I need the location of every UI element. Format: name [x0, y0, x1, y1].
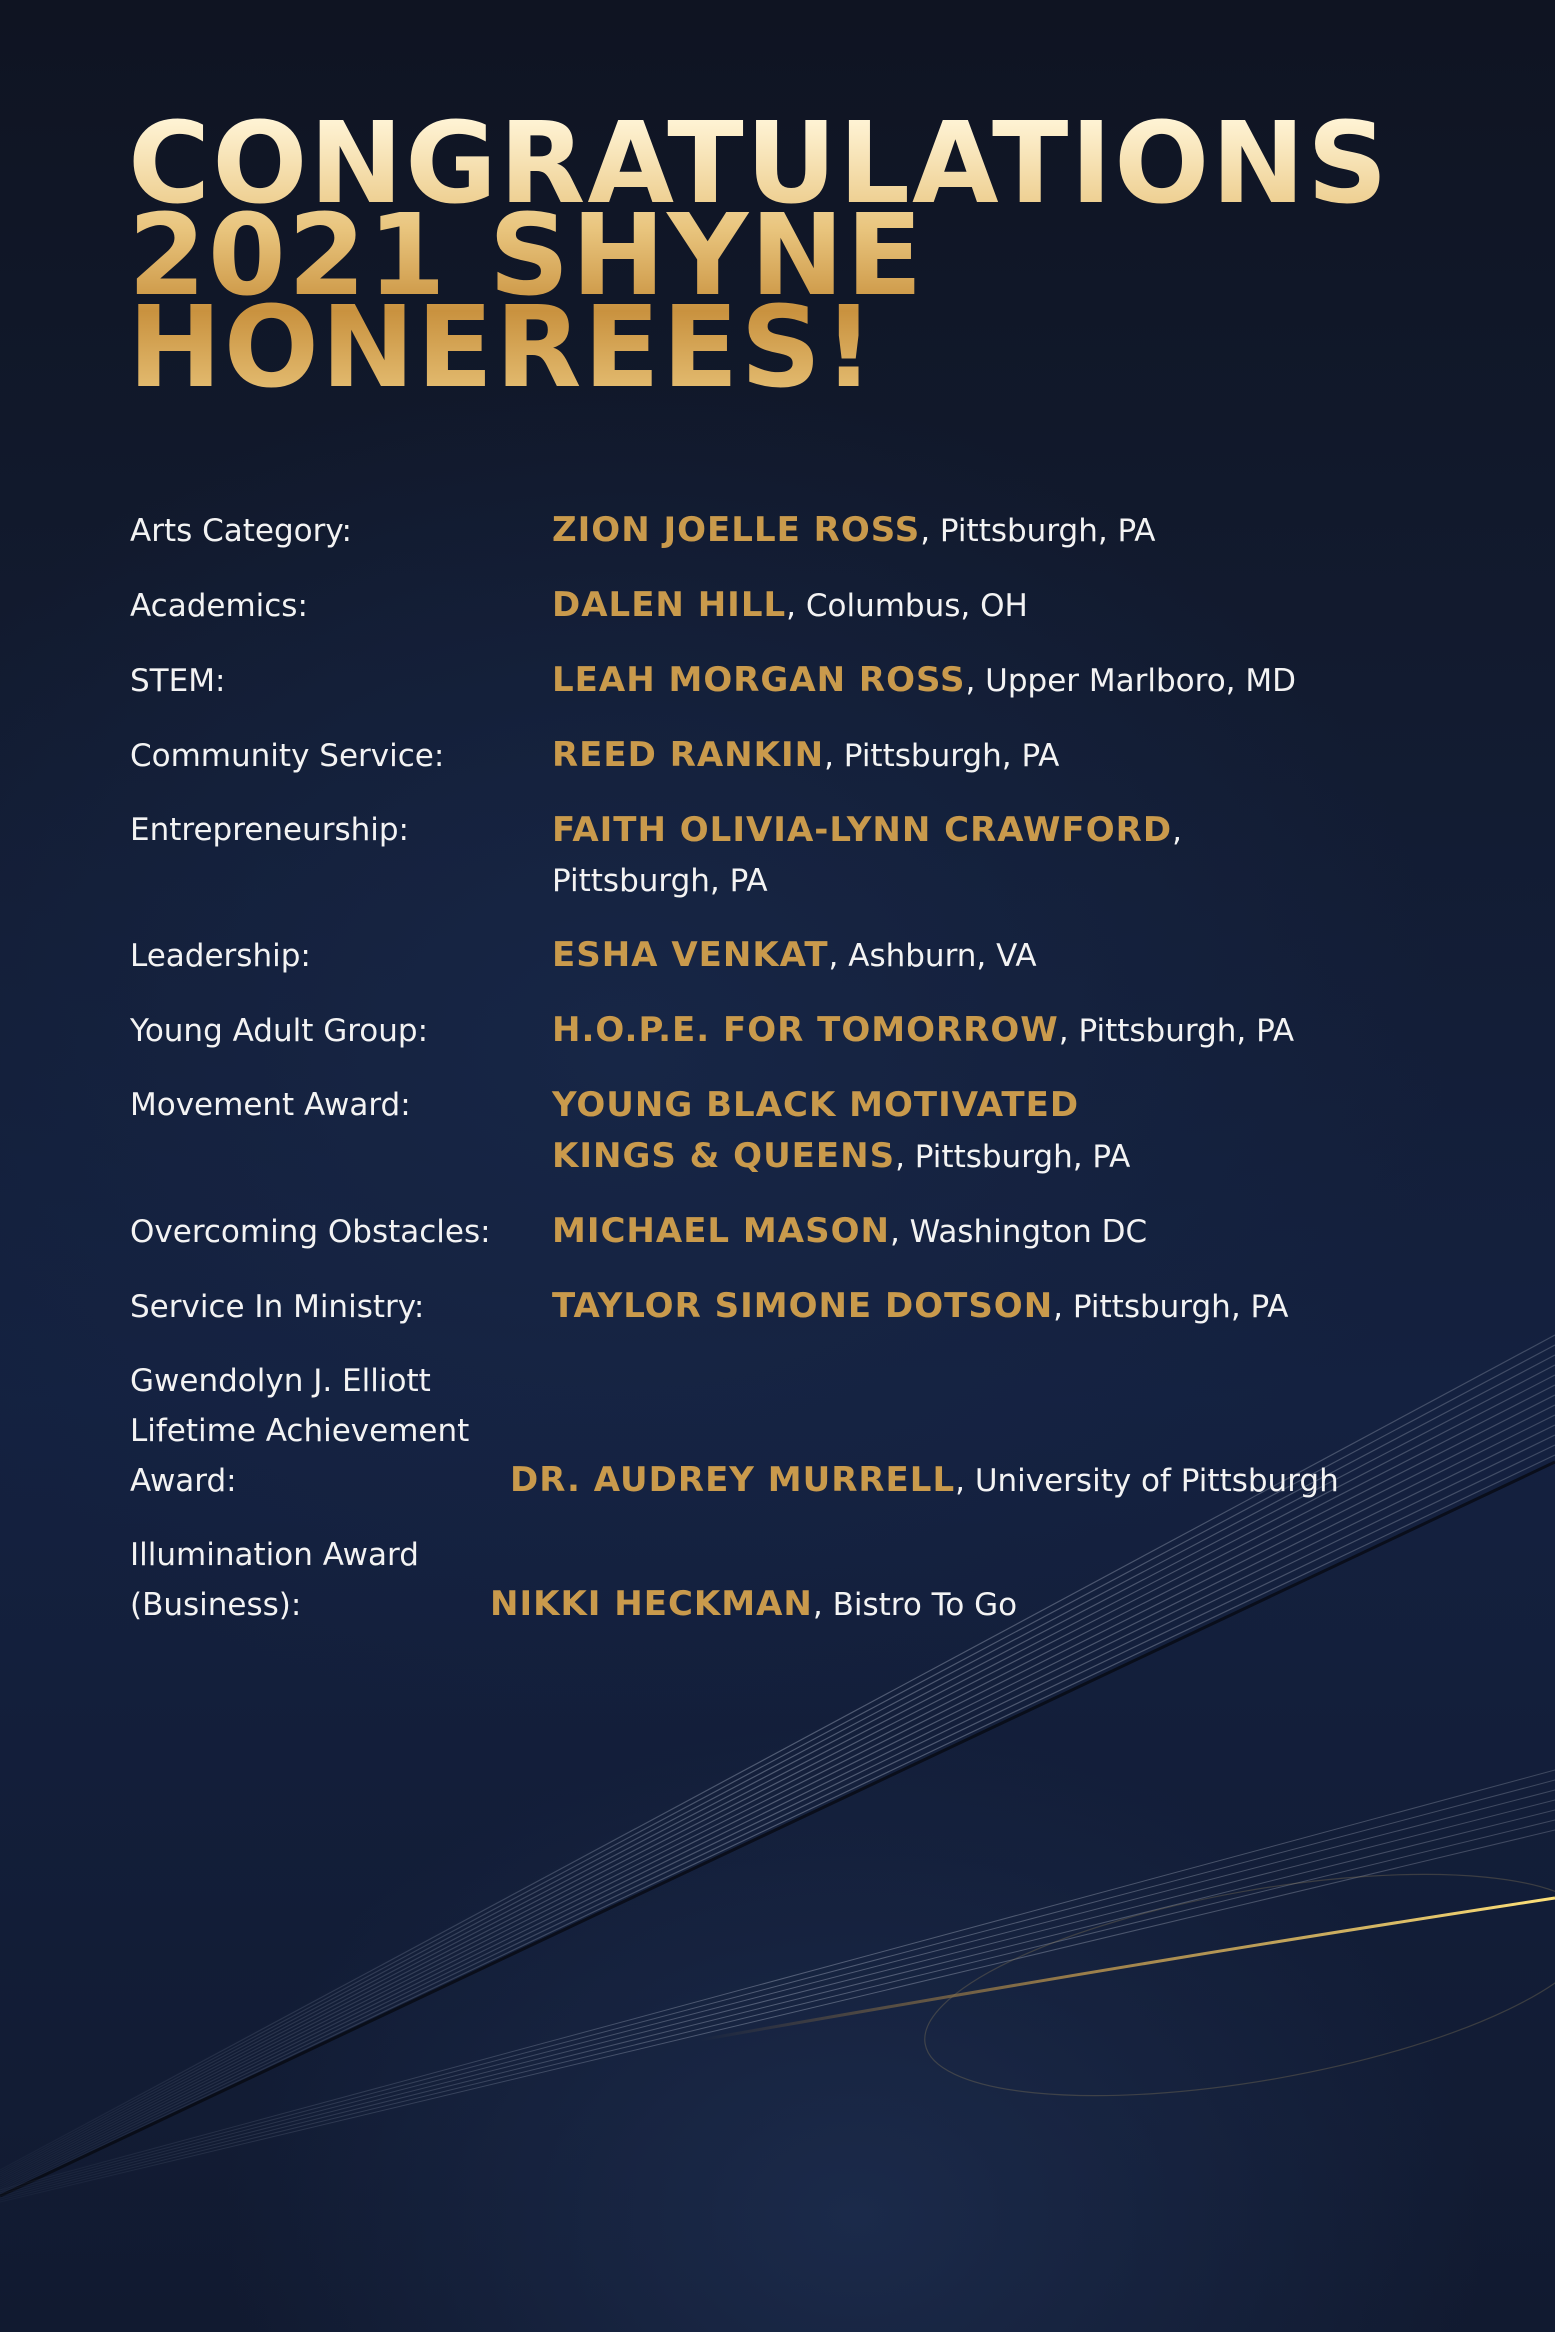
honoree-name: ESHA VENKAT: [552, 935, 829, 975]
honoree-row: [130, 655, 1430, 706]
honoree-detail: , Pittsburgh, PA: [1053, 1289, 1289, 1325]
honoree-row: [130, 805, 1430, 906]
honoree-entry: [552, 730, 1430, 781]
headline: [128, 99, 1448, 413]
honoree-detail: , Bistro To Go: [812, 1587, 1018, 1623]
honoree-entry: [552, 930, 1430, 981]
honoree-detail: , University of Pittsburgh: [955, 1463, 1339, 1499]
honoree-entry: [552, 505, 1430, 556]
award-category: Overcoming Obstacles:: [130, 1214, 491, 1250]
award-category: Academics:: [130, 588, 308, 624]
award-category: Movement Award:: [130, 1087, 411, 1123]
gold-streak: [700, 1898, 1555, 2040]
award-category: Gwendolyn J. Elliott Lifetime Achievement Award:: [130, 1363, 470, 1499]
headline-line-1: CONGRATULATIONS: [128, 99, 1390, 229]
honoree-detail: , Columbus, OH: [786, 588, 1028, 624]
honoree-entry: [552, 580, 1430, 631]
honoree-row: [130, 730, 1430, 781]
award-category: Young Adult Group:: [130, 1013, 429, 1049]
honoree-row: [130, 1206, 1430, 1257]
honoree-row: [130, 505, 1430, 556]
honoree-name: FAITH OLIVIA-LYNN CRAWFORD: [552, 810, 1173, 850]
honoree-detail: , Pittsburgh, PA: [920, 513, 1156, 549]
honoree-detail: , Upper Marlboro, MD: [965, 663, 1296, 699]
honoree-entry: [552, 805, 1192, 906]
honoree-row: [130, 930, 1430, 981]
honoree-name: MICHAEL MASON: [552, 1211, 890, 1251]
honoree-entry: [490, 1579, 1430, 1630]
honoree-row: [130, 1080, 1430, 1182]
honoree-name: REED RANKIN: [552, 735, 825, 775]
award-category: Arts Category:: [130, 513, 352, 549]
honoree-entry: [552, 1080, 1212, 1182]
award-category: STEM:: [130, 663, 226, 699]
honoree-row: [130, 1530, 1430, 1630]
honoree-list: [130, 505, 1430, 1654]
honoree-name: DALEN HILL: [552, 585, 787, 625]
honoree-name: TAYLOR SIMONE DOTSON: [552, 1286, 1054, 1326]
award-category: Illumination Award (Business):: [130, 1537, 419, 1623]
honoree-row: [130, 1356, 1430, 1506]
honoree-entry: [552, 1005, 1430, 1056]
award-category: Service In Ministry:: [130, 1289, 425, 1325]
award-category: Leadership:: [130, 938, 311, 974]
honoree-detail: , Washington DC: [889, 1214, 1148, 1250]
honoree-row: [130, 580, 1430, 631]
headline-line-3: HONEREES!: [128, 283, 877, 413]
honoree-detail: , Pittsburgh, PA: [895, 1139, 1131, 1175]
headline-line-2: 2021 SHYNE: [128, 191, 925, 321]
honoree-entry: [552, 655, 1430, 706]
honoree-row: [130, 1005, 1430, 1056]
lower-streak-fan: [0, 1770, 1555, 2202]
honoree-detail: , Pittsburgh, PA: [824, 738, 1060, 774]
honoree-entry: [552, 1206, 1430, 1257]
honoree-detail: , Ashburn, VA: [828, 938, 1037, 974]
honoree-name: YOUNG BLACK MOTIVATED KINGS & QUEENS: [552, 1085, 1080, 1176]
honoree-name: ZION JOELLE ROSS: [552, 510, 921, 550]
honoree-entry: [552, 1281, 1430, 1332]
honoree-name: NIKKI HECKMAN: [490, 1584, 813, 1624]
honoree-detail: , Pittsburgh, PA: [1058, 1013, 1295, 1049]
award-category: Community Service:: [130, 738, 445, 774]
honoree-name: H.O.P.E. FOR TOMORROW: [552, 1010, 1059, 1050]
honoree-name: DR. AUDREY MURRELL: [510, 1460, 956, 1500]
honoree-row: [130, 1281, 1430, 1332]
honoree-entry: [510, 1455, 1430, 1506]
award-category: Entrepreneurship:: [130, 812, 409, 848]
honoree-detail: , Pittsburgh, PA: [552, 813, 1182, 899]
honoree-name: LEAH MORGAN ROSS: [552, 660, 966, 700]
